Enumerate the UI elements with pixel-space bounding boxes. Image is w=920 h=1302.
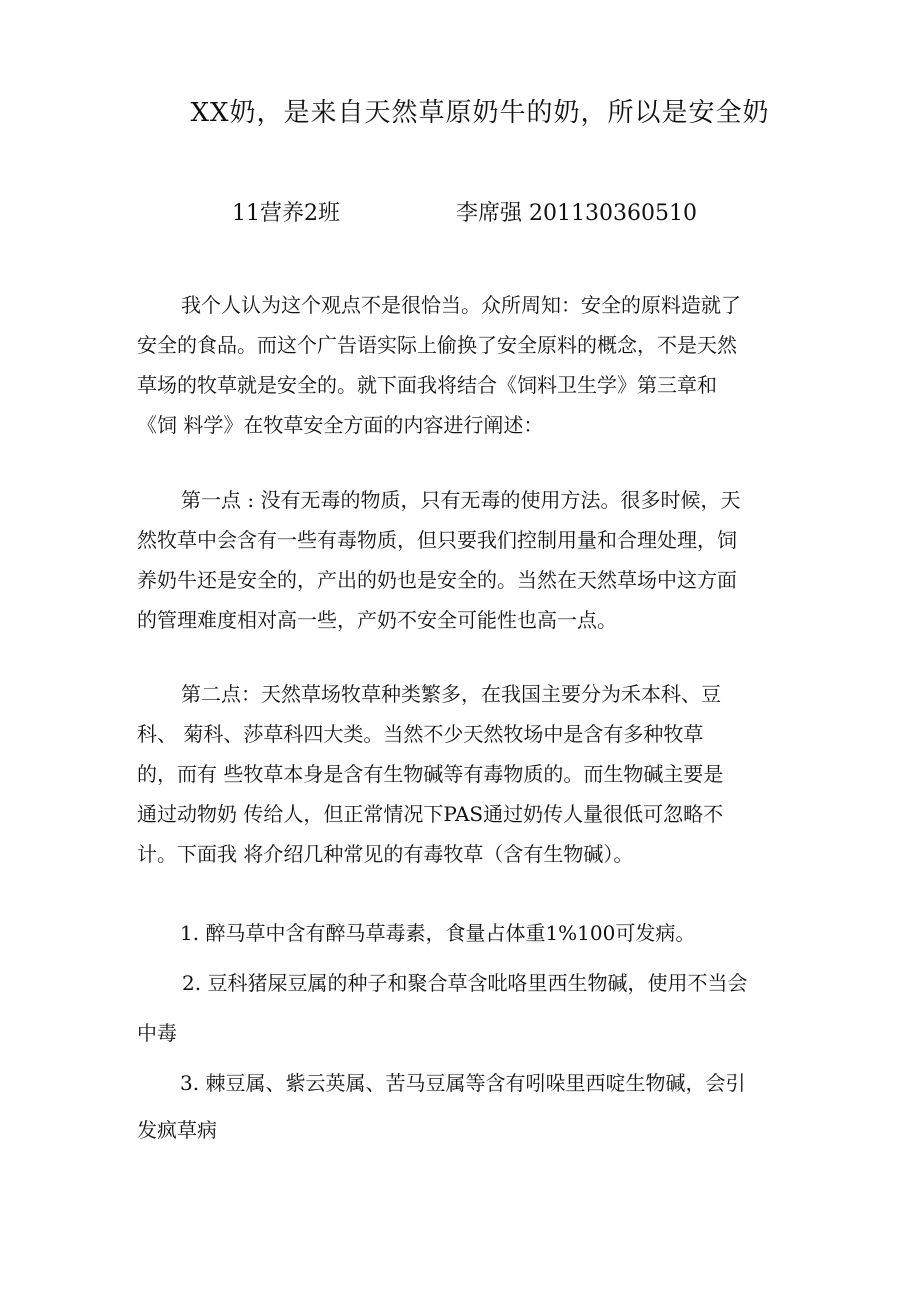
paragraph-line: 通过动物奶 传给人，但正常情况下PAS通过奶传人量很低可忽略不 <box>137 802 724 826</box>
document-title: XX奶，是来自天然草原奶牛的奶，所以是安全奶 <box>190 98 770 128</box>
list-item-3-line-2: 发疯草病 <box>137 1118 217 1142</box>
list-item-3-line-1: 3. 棘豆属、紫云英属、苦马豆属等含有吲哚里西啶生物碱，会引 <box>180 1071 746 1095</box>
paragraph-line: 安全的食品。而这个广告语实际上偷换了安全原料的概念，不是天然 <box>137 333 737 357</box>
paragraph-2 <box>137 480 787 640</box>
paragraph-line: 第一点 : 没有无毒的物质，只有无毒的使用方法。很多时候，天 <box>181 488 741 512</box>
author-name-id: 李席强 201130360510 <box>456 201 697 226</box>
paragraph-line: 然牧草中会含有一些有毒物质，但只要我们控制用量和合理处理，饲 <box>137 528 737 552</box>
list-item-2-line-2: 中毒 <box>137 1021 177 1045</box>
paragraph-line: 第二点：天然草场牧草种类繁多，在我国主要分为禾本科、豆 <box>181 682 721 706</box>
paragraph-line: 《饲 料学》在牧草安全方面的内容进行阐述： <box>137 413 544 437</box>
paragraph-line: 计。下面我 将介绍几种常见的有毒牧草（含有生物碱）。 <box>137 842 634 866</box>
paragraph-1 <box>137 285 787 445</box>
list-item-1: 1. 醉马草中含有醉马草毒素，食量占体重1%100可发病。 <box>180 921 696 945</box>
paragraph-line: 我个人认为这个观点不是很恰当。众所周知：安全的原料造就了 <box>181 293 741 317</box>
author-class: 11营养2班 <box>232 201 340 226</box>
paragraph-line: 科、 菊科、莎草科四大类。当然不少天然牧场中是含有多种牧草 <box>137 722 704 746</box>
list-item-2-line-1: 2. 豆科猪屎豆属的种子和聚合草含吡咯里西生物碱，使用不当会 <box>182 971 748 995</box>
paragraph-line: 草场的牧草就是安全的。就下面我将结合《饲料卫生学》第三章和 <box>137 373 717 397</box>
paragraph-line: 的管理难度相对高一些，产奶不安全可能性也高一点。 <box>137 608 617 632</box>
paragraph-3 <box>137 674 787 874</box>
paragraph-line: 的，而有 些牧草本身是含有生物碱等有毒物质的。而生物碱主要是 <box>137 762 724 786</box>
paragraph-line: 养奶牛还是安全的，产出的奶也是安全的。当然在天然草场中这方面 <box>137 568 737 592</box>
